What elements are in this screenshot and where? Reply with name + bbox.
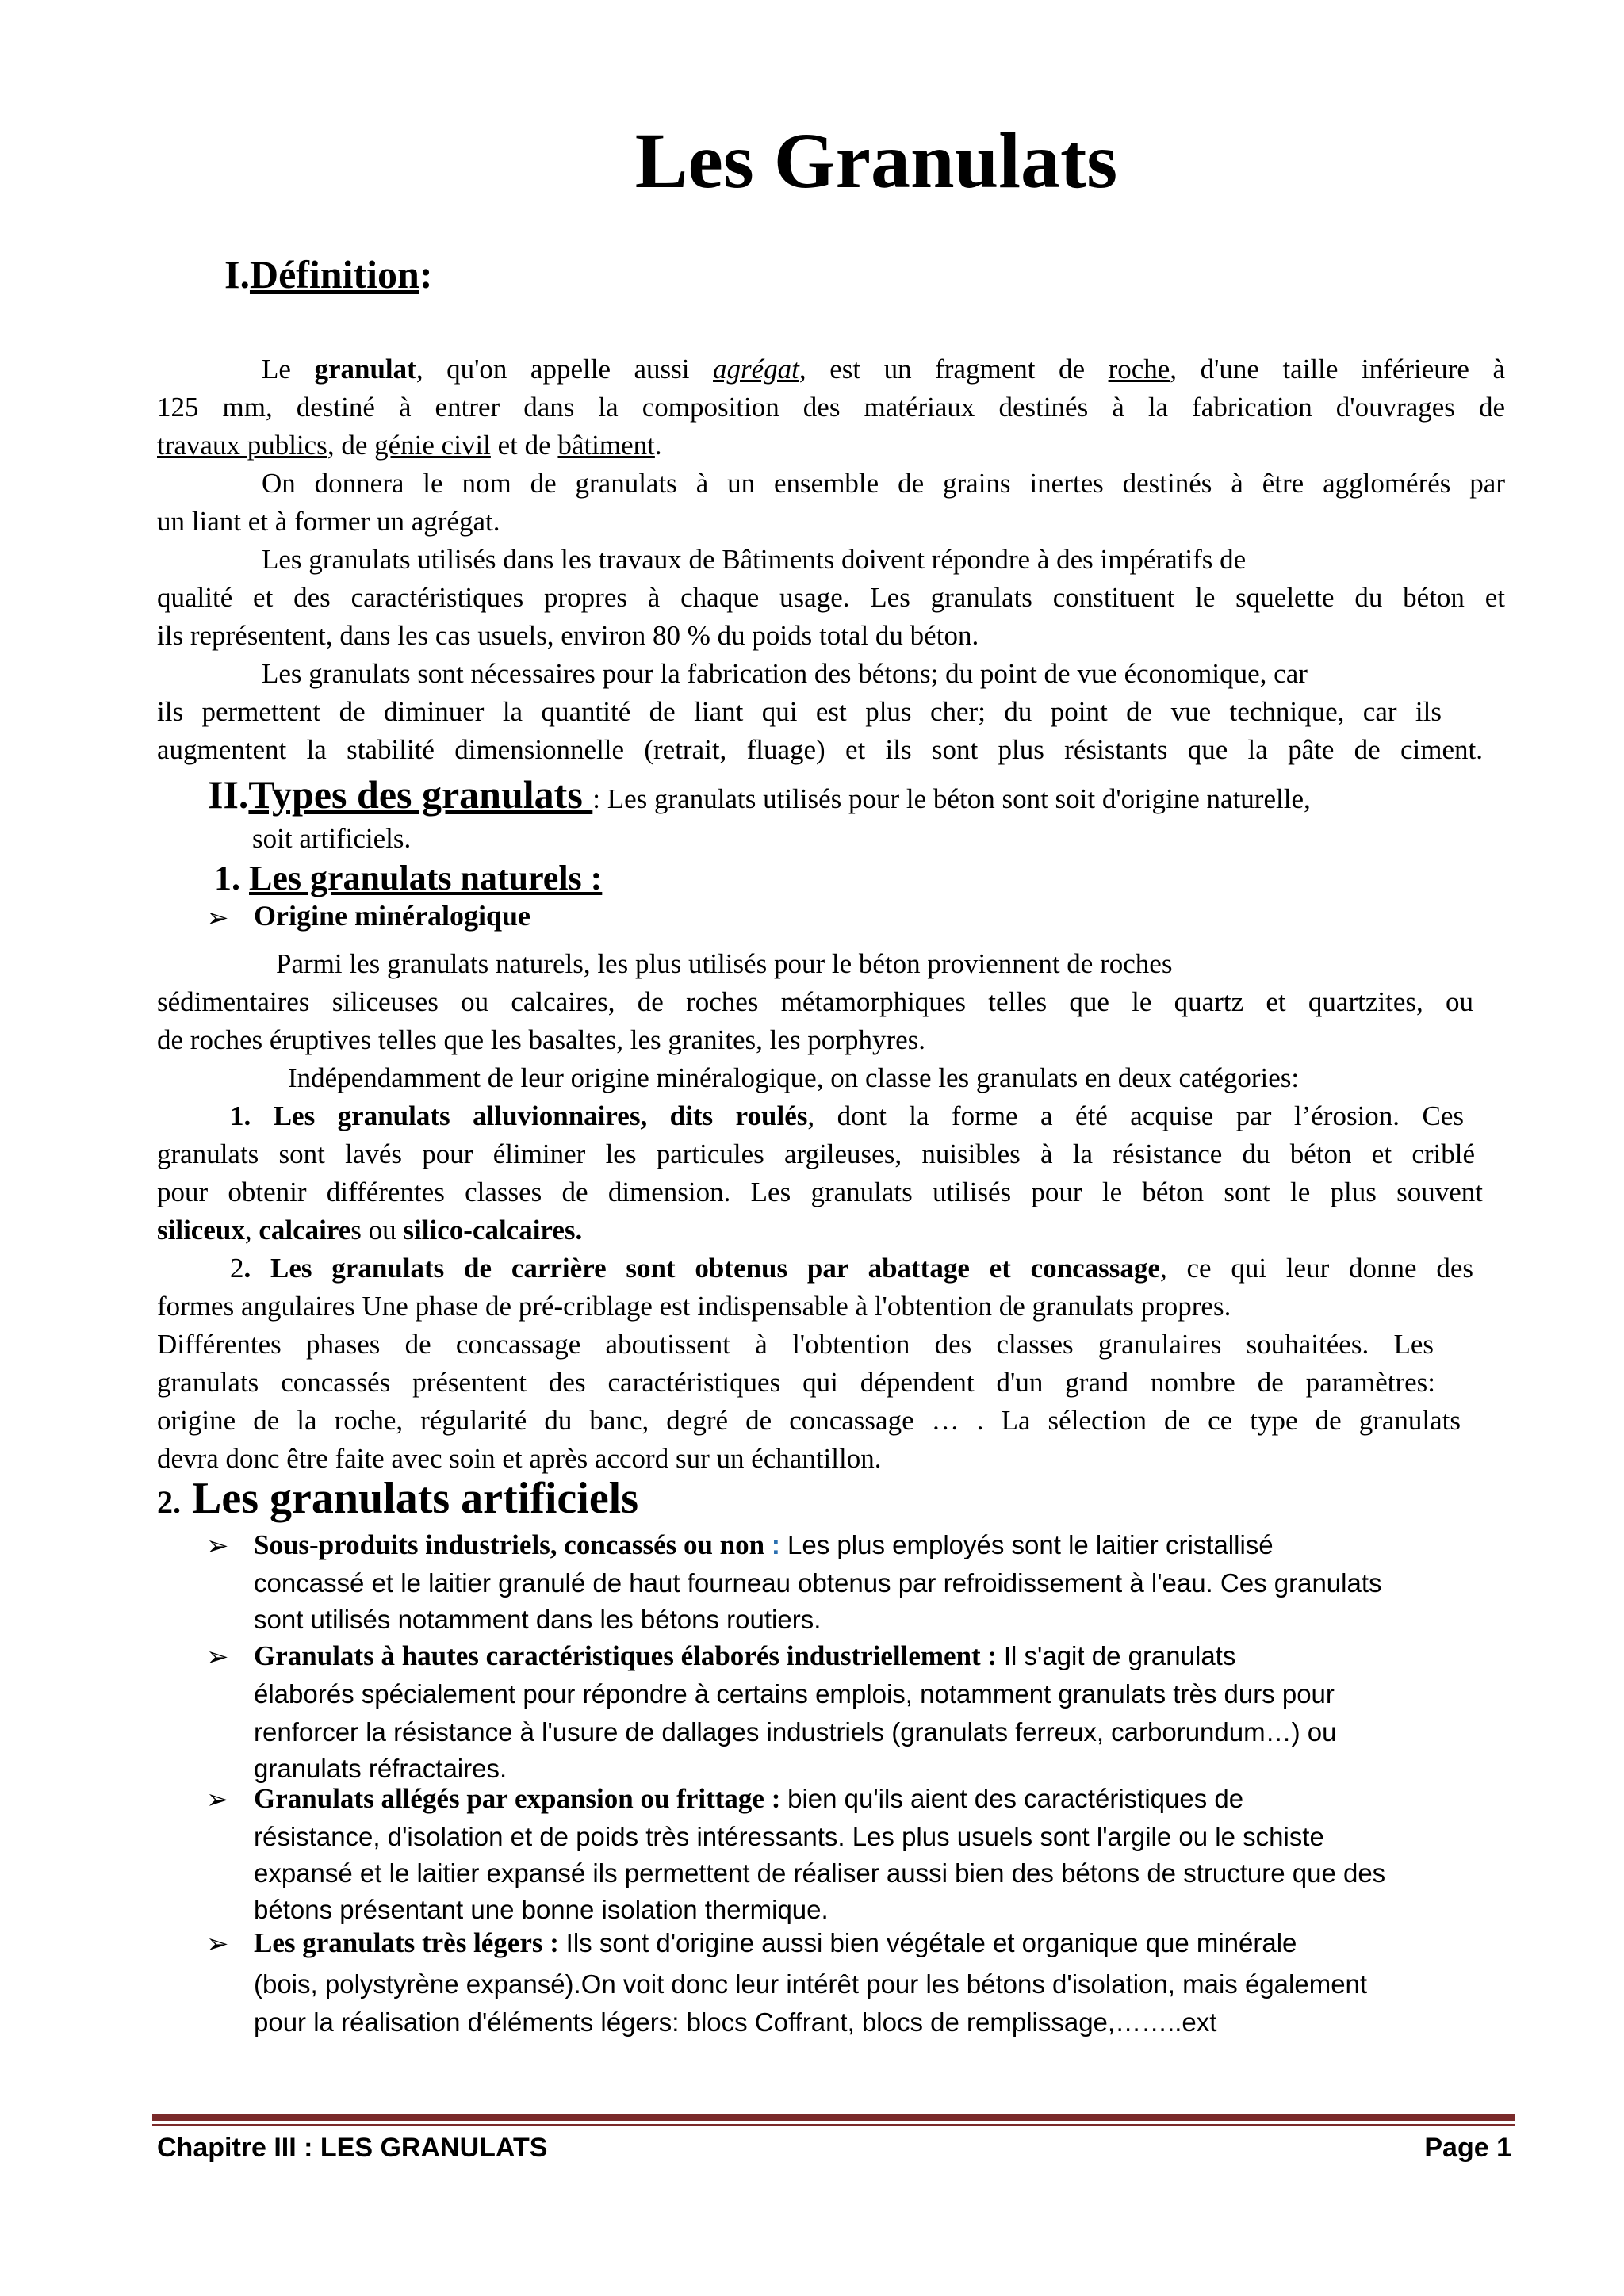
paragraph-line: Le granulat, qu'on appelle aussi agrégat, est un fragment de roche, d'une taille inférieure à: [262, 354, 1506, 385]
bullet-line: résistance, d'isolation et de poids très intéressants. Les plus usuels sont l'argile ou le schiste: [254, 1822, 1324, 1851]
page-title: Les Granulats: [634, 117, 1118, 205]
bullet-line: sont utilisés notamment dans les bétons routiers.: [254, 1605, 822, 1634]
bullet-line: pour la réalisation d'éléments légers: blocs Coffrant, blocs de remplissage,……..ext: [254, 2007, 1217, 2037]
paragraph-line: origine de la roche, régularité du banc, degré de concassage … . La sélection de ce type de granulats: [157, 1405, 1461, 1436]
paragraph-line: de roches éruptives telles que les basaltes, les granites, les porphyres.: [157, 1024, 926, 1055]
paragraph-line: soit artificiels.: [252, 823, 412, 854]
paragraph-line: 2. Les granulats de carrière sont obtenus par abattage et concassage, ce qui leur donne des: [230, 1253, 1473, 1284]
arrow-bullet-icon: ➢: [206, 1784, 229, 1816]
footer-rule-thin: [152, 2124, 1515, 2126]
bullet-line: Sous-produits industriels, concassés ou non : Les plus employés sont le laitier cristallisé: [254, 1529, 1274, 1560]
bullet-origin: Origine minéralogique: [254, 900, 530, 932]
paragraph-line: Les granulats sont nécessaires pour la fabrication des bétons; du point de vue économique, car: [262, 658, 1308, 689]
subheading-natural: 1. Les granulats naturels :: [214, 859, 603, 897]
bullet-line: Granulats à hautes caractéristiques élaborés industriellement : Il s'agit de granulats: [254, 1640, 1236, 1671]
paragraph-line: devra donc être faite avec soin et après accord sur un échantillon.: [157, 1443, 882, 1474]
subheading-artificial: 2. Les granulats artificiels: [157, 1474, 639, 1523]
paragraph-line: Parmi les granulats naturels, les plus utilisés pour le béton proviennent de roches: [276, 948, 1173, 979]
paragraph-line: un liant et à former un agrégat.: [157, 506, 500, 537]
bullet-line: renforcer la résistance à l'usure de dallages industriels (granulats ferreux, carborundum…) ou: [254, 1717, 1337, 1747]
paragraph-line: Les granulats utilisés dans les travaux de Bâtiments doivent répondre à des impératifs de: [262, 544, 1247, 575]
paragraph-line: sédimentaires siliceuses ou calcaires, de roches métamorphiques telles que le quartz et quartzites, ou: [157, 986, 1473, 1017]
bullet-line: expansé et le laitier expansé ils permettent de réaliser aussi bien des bétons de structure que des: [254, 1858, 1386, 1888]
paragraph-line: granulats sont lavés pour éliminer les particules argileuses, nuisibles à la résistance du béton et criblé: [157, 1138, 1475, 1169]
bullet-line: bétons présentant une bonne isolation thermique.: [254, 1895, 829, 1924]
paragraph-line: 1. Les granulats alluvionnaires, dits roulés, dont la forme a été acquise par l’érosion. Ces: [230, 1100, 1465, 1131]
arrow-bullet-icon: ➢: [206, 1641, 229, 1673]
arrow-bullet-icon: ➢: [206, 902, 229, 934]
paragraph-line: 125 mm, destiné à entrer dans la composition des matériaux destinés à la fabrication d'ouvrages de: [157, 392, 1505, 423]
section-heading-definition: I.Définition:: [224, 252, 433, 297]
footer-page-number: Page 1: [1424, 2133, 1511, 2163]
paragraph-line: travaux publics, de génie civil et de bâtiment.: [157, 430, 662, 461]
paragraph-line: ils représentent, dans les cas usuels, environ 80 % du poids total du béton.: [157, 620, 979, 651]
footer-rule: [152, 2114, 1515, 2121]
arrow-bullet-icon: ➢: [206, 1928, 229, 1960]
bullet-line: granulats réfractaires.: [254, 1754, 508, 1783]
paragraph-line: augmentent la stabilité dimensionnelle (retrait, fluage) et ils sont plus résistants que la pâte de ciment.: [157, 734, 1483, 765]
paragraph-line: ils permettent de diminuer la quantité de liant qui est plus cher; du point de vue technique, car ils: [157, 696, 1442, 727]
bullet-line: Les granulats très légers : Ils sont d'origine aussi bien végétale et organique que minérale: [254, 1927, 1297, 1958]
bullet-line: (bois, polystyrène expansé).On voit donc leur intérêt pour les bétons d'isolation, mais également: [254, 1969, 1368, 1999]
bullet-line: concassé et le laitier granulé de haut fourneau obtenus par refroidissement à l'eau. Ces granulats: [254, 1568, 1382, 1598]
paragraph-line: qualité et des caractéristiques propres à chaque usage. Les granulats constituent le squelette du béton et: [157, 582, 1505, 613]
arrow-bullet-icon: ➢: [206, 1530, 229, 1562]
paragraph-line: siliceux, calcaires ou silico-calcaires.: [157, 1215, 583, 1246]
paragraph-line: formes angulaires Une phase de pré-criblage est indispensable à l'obtention de granulats propres.: [157, 1291, 1231, 1322]
footer-chapter: Chapitre III : LES GRANULATS: [157, 2133, 548, 2163]
bullet-line: élaborés spécialement pour répondre à certains emplois, notamment granulats très durs pour: [254, 1679, 1335, 1709]
paragraph-line: granulats concassés présentent des caractéristiques qui dépendent d'un grand nombre de paramètres:: [157, 1367, 1435, 1398]
paragraph-line: pour obtenir différentes classes de dimension. Les granulats utilisés pour le béton sont le plus souvent: [157, 1177, 1483, 1207]
paragraph-line: On donnera le nom de granulats à un ensemble de grains inertes destinés à être agglomérés par: [262, 468, 1505, 499]
bullet-line: Granulats allégés par expansion ou frittage : bien qu'ils aient des caractéristiques de: [254, 1783, 1244, 1814]
paragraph-line: Indépendamment de leur origine minéralogique, on classe les granulats en deux catégories:: [288, 1062, 1300, 1093]
paragraph-line: Différentes phases de concassage aboutissent à l'obtention des classes granulaires souhaitées. Les: [157, 1329, 1434, 1360]
section-heading-types: II.Types des granulats : Les granulats utilisés pour le béton sont soit d'origine naturelle,: [208, 772, 1311, 817]
